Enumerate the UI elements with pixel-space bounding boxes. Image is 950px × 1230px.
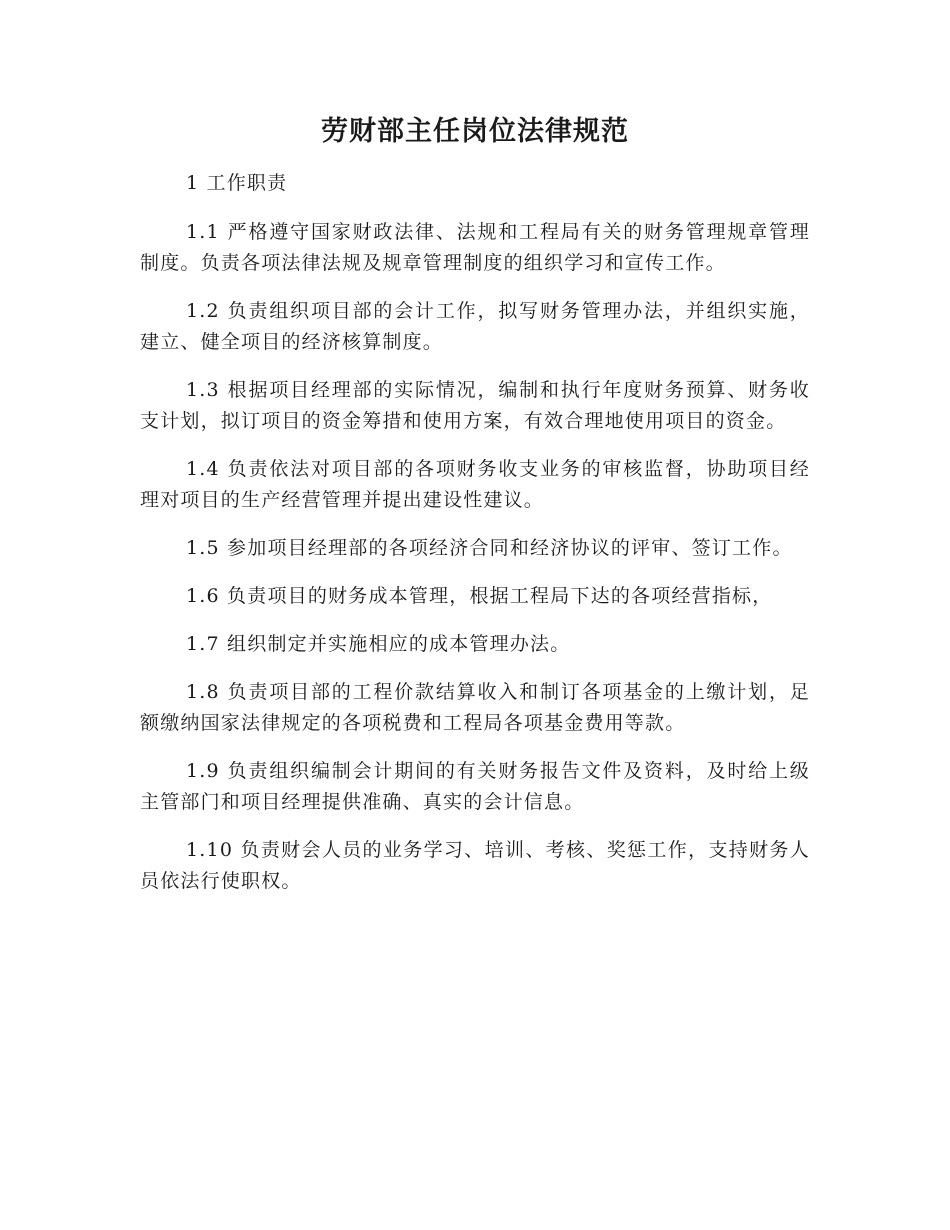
paragraph-1-8: 1.8 负责项目部的工程价款结算收入和制订各项基金的上缴计划，足额缴纳国家法律规定的各项税费和工程局各项基金费用等款。 bbox=[140, 681, 810, 734]
paragraph-1-7: 1.7 组织制定并实施相应的成本管理办法。 bbox=[186, 633, 571, 655]
paragraph-1-9: 1.9 负责组织编制会计期间的有关财务报告文件及资料，及时给上级主管部门和项目经理提供准确、真实的会计信息。 bbox=[140, 760, 810, 813]
paragraph-1-10: 1.10 负责财会人员的业务学习、培训、考核、奖惩工作，支持财务人员依法行使职权。 bbox=[140, 839, 810, 892]
paragraph-1-2: 1.2 负责组织项目部的会计工作，拟写财务管理办法，并组织实施，建立、健全项目的经济核算制度。 bbox=[140, 300, 810, 353]
paragraph-1-5: 1.5 参加项目经理部的各项经济合同和经济协议的评审、签订工作。 bbox=[186, 537, 793, 559]
page-title: 劳财部主任岗位法律规范 bbox=[321, 116, 629, 147]
paragraph-1-3: 1.3 根据项目经理部的实际情况，编制和执行年度财务预算、财务收支计划，拟订项目的资金筹措和使用方案，有效合理地使用项目的资金。 bbox=[140, 379, 810, 432]
paragraph-1-1: 1.1 严格遵守国家财政法律、法规和工程局有关的财务管理规章管理制度。负责各项法律法规及规章管理制度的组织学习和宣传工作。 bbox=[140, 221, 810, 274]
paragraph-1-4: 1.4 负责依法对项目部的各项财务收支业务的审核监督，协助项目经理对项目的生产经营管理并提出建设性建议。 bbox=[140, 458, 810, 511]
paragraph-1-6: 1.6 负责项目的财务成本管理，根据工程局下达的各项经营指标， bbox=[186, 585, 773, 607]
document-body bbox=[140, 168, 810, 914]
section-heading: 1 工作职责 bbox=[186, 172, 288, 194]
